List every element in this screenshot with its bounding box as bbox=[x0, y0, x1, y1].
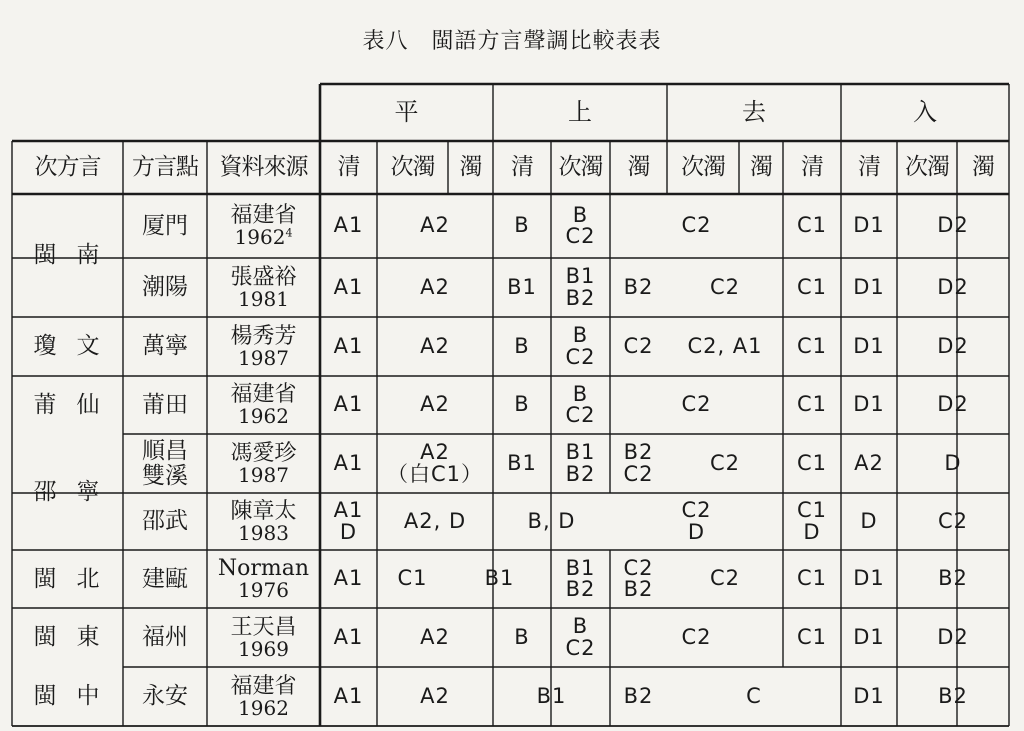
shang-cizhuo-value: C2 bbox=[565, 344, 596, 369]
source-name: 楊秀芳 bbox=[230, 323, 297, 349]
shang-value: B1 bbox=[536, 683, 567, 708]
ru-qing-value: D1 bbox=[853, 624, 885, 649]
locality-name bbox=[123, 434, 207, 493]
ru-zhuo-value: D2 bbox=[937, 392, 969, 417]
qu-cizhuo-value: C2, A1 bbox=[687, 333, 763, 358]
qu-cizhuo-value: C2 bbox=[681, 624, 712, 649]
source-cell bbox=[207, 434, 320, 493]
ru-qing bbox=[841, 317, 897, 376]
shang-zhuo-value: B2 bbox=[623, 274, 654, 299]
group-puxian bbox=[12, 376, 123, 434]
ru-zhuo bbox=[897, 258, 1009, 317]
qu-qing bbox=[783, 258, 841, 317]
ping-cizhuo-value: A2 bbox=[420, 392, 450, 417]
header-ping-qing bbox=[320, 141, 377, 194]
ping-qing-value: A1 bbox=[333, 498, 364, 523]
shang-qing bbox=[493, 608, 551, 667]
ru-zhuo bbox=[897, 493, 1009, 550]
shang-qing-value: B bbox=[514, 213, 530, 238]
tone-header-ru bbox=[841, 84, 1009, 141]
shang-qing bbox=[493, 258, 551, 317]
qu-cizhuo bbox=[667, 434, 783, 493]
ping-zhuo-value: B1 bbox=[484, 566, 515, 591]
header-ru-cizhuo bbox=[897, 141, 957, 194]
ru-qing-value: D1 bbox=[853, 392, 885, 417]
header-ping-zhuo-text: 濁 bbox=[459, 154, 482, 181]
source-name: Norman bbox=[217, 556, 310, 581]
header-shang-qing bbox=[493, 141, 551, 194]
tone-header-ping-text: 平 bbox=[394, 97, 419, 126]
qu-cizhuo bbox=[610, 493, 783, 550]
shang-cizhuo bbox=[551, 258, 610, 317]
qu-cizhuo bbox=[667, 258, 783, 317]
locality-name-text: 邵武 bbox=[142, 508, 188, 535]
header-shang-cizhuo bbox=[551, 141, 610, 194]
source-year: 1962 bbox=[238, 695, 289, 720]
source-cell bbox=[207, 550, 320, 608]
qu-qing bbox=[783, 493, 841, 550]
ping-cizhuo-value: A2 bbox=[420, 213, 450, 238]
qu-qing-value: C1 bbox=[796, 213, 828, 238]
source-cell bbox=[207, 493, 320, 550]
ping-cizhuo bbox=[377, 317, 493, 376]
group-puxian-text: 莆仙 bbox=[33, 391, 120, 418]
source-cell bbox=[207, 194, 320, 258]
header-shang-zhuo bbox=[610, 141, 667, 194]
qu-qing-value: C1 bbox=[796, 274, 828, 299]
header-ping-qing-text: 清 bbox=[337, 154, 360, 181]
header-shang-qing-text: 清 bbox=[511, 154, 533, 181]
locality-name bbox=[123, 493, 207, 550]
ping-qing-value: A1 bbox=[333, 450, 364, 475]
qu-cizhuo bbox=[610, 376, 783, 434]
locality-name bbox=[123, 550, 207, 608]
header-ru-cizhuo-text: 次濁 bbox=[905, 154, 949, 181]
ping-cizhuo-value: A2 bbox=[420, 274, 450, 299]
shang-cizhuo-value: B2 bbox=[565, 577, 596, 601]
ping-cizhuo bbox=[377, 608, 493, 667]
ru-zhuo bbox=[897, 608, 1009, 667]
ping-qing bbox=[320, 493, 377, 550]
ping-qing bbox=[320, 550, 377, 608]
shang-qing-value: B1 bbox=[507, 274, 537, 299]
group-qiongwen-text: 瓊文 bbox=[33, 333, 120, 360]
source-year: 1962 bbox=[238, 404, 289, 428]
header-ping-cizhuo-text: 次濁 bbox=[390, 154, 435, 181]
ping-qing-value: A1 bbox=[333, 213, 364, 238]
source-name: 王天昌 bbox=[230, 614, 297, 640]
qu-cizhuo-value: C2 bbox=[681, 498, 712, 523]
ru-zhuo bbox=[897, 667, 1009, 726]
locality-name-text: 莆田 bbox=[142, 391, 188, 418]
group-minzhong-text: 閩中 bbox=[33, 683, 120, 710]
ping-cizhuo bbox=[377, 493, 493, 550]
ping-cizhuo bbox=[377, 434, 493, 493]
shang-cizhuo-value: B1 bbox=[565, 555, 596, 580]
shang-qing-value: B bbox=[514, 333, 530, 358]
source-name: 福建省 bbox=[230, 673, 297, 699]
shang-zhuo-value: B2 bbox=[623, 440, 654, 465]
qu-value: C bbox=[746, 683, 762, 708]
source-cell bbox=[207, 317, 320, 376]
ru-zhuo bbox=[897, 194, 1009, 258]
qu-cizhuo-value: C2 bbox=[681, 213, 712, 238]
ping-cizhuo bbox=[377, 194, 493, 258]
source-name: 福建省 bbox=[230, 382, 297, 407]
source-year: 1976 bbox=[238, 578, 289, 602]
ru-qing-value: D1 bbox=[853, 333, 885, 358]
header-ping-cizhuo bbox=[377, 141, 448, 194]
ping-qing bbox=[320, 608, 377, 667]
locality-name-text: 潮陽 bbox=[142, 274, 188, 301]
header-locality-text: 方言點 bbox=[132, 154, 198, 181]
group-minbei bbox=[12, 550, 123, 608]
ru-qing bbox=[841, 667, 897, 726]
ping-qing-value: A1 bbox=[333, 566, 364, 591]
shang-qing bbox=[493, 376, 551, 434]
group-minnan bbox=[12, 194, 123, 317]
qu-qing bbox=[783, 608, 841, 667]
ping-cizhuo bbox=[377, 550, 448, 608]
shang-cizhuo-value: B2 bbox=[565, 285, 596, 310]
shang-cizhuo-value: B1 bbox=[565, 440, 596, 465]
shang-zhuo-value: C2 bbox=[623, 461, 654, 486]
ru-zhuo bbox=[897, 317, 1009, 376]
tone-header-shang-text: 上 bbox=[568, 97, 592, 126]
qu-cizhuo-value: C2 bbox=[681, 392, 712, 417]
ru-qing bbox=[841, 493, 897, 550]
ru-zhuo-value: B2 bbox=[938, 566, 968, 591]
locality-name-text: 福州 bbox=[142, 624, 188, 651]
shang-cizhuo-value: C2 bbox=[565, 635, 596, 660]
shang-qing-value: B1 bbox=[507, 450, 537, 475]
qu-qing bbox=[783, 376, 841, 434]
qu-cizhuo bbox=[610, 608, 783, 667]
qu-cizhuo bbox=[610, 194, 783, 258]
shang-zhuo-value: C2 bbox=[623, 333, 654, 358]
ru-qing-value: D1 bbox=[853, 683, 885, 708]
source-cell bbox=[207, 376, 320, 434]
shang-cizhuo-value: B bbox=[572, 202, 589, 227]
qu-qing-value: C1 bbox=[796, 624, 828, 649]
ru-qing-value: A2 bbox=[854, 450, 884, 475]
source-year: 1987 bbox=[238, 345, 289, 370]
shang-zhuo bbox=[610, 317, 667, 376]
ru-zhuo bbox=[897, 550, 1009, 608]
shang-cizhuo bbox=[551, 608, 610, 667]
ru-qing bbox=[841, 258, 897, 317]
tone-header-ru-text: 入 bbox=[913, 97, 937, 126]
ping-qing bbox=[320, 376, 377, 434]
shang-zhuo bbox=[610, 667, 667, 726]
header-ru-qing bbox=[841, 141, 897, 194]
shang-zhuo-value: B2 bbox=[623, 577, 654, 601]
group-minbei-text: 閩北 bbox=[33, 565, 120, 592]
source-name: 張盛裕 bbox=[230, 264, 297, 290]
source-name: 福建省 bbox=[230, 203, 297, 228]
header-shang-cizhuo-text: 次濁 bbox=[558, 154, 603, 181]
ru-qing-value: D1 bbox=[853, 213, 885, 238]
ping-cizhuo-value: A2 bbox=[420, 624, 450, 649]
group-shaoning bbox=[12, 434, 123, 550]
source-cell bbox=[207, 608, 320, 667]
qu-qing-value: C1 bbox=[796, 498, 828, 523]
group-minzhong bbox=[12, 667, 123, 726]
shang-qing bbox=[493, 317, 551, 376]
qu-qing-value: C1 bbox=[796, 566, 828, 591]
ping-cizhuo bbox=[377, 667, 493, 726]
shang-cizhuo bbox=[551, 550, 610, 608]
source-year: 1962$^4$ bbox=[234, 225, 293, 249]
shang-qing-value: B bbox=[514, 392, 530, 417]
qu-qing-value: D bbox=[803, 519, 821, 544]
shang-qing bbox=[493, 194, 551, 258]
ping-zhuo bbox=[448, 550, 551, 608]
ru-zhuo-value: D2 bbox=[937, 213, 969, 238]
ping-cizhuo bbox=[377, 258, 493, 317]
header-qu-cizhuo-text: 次濁 bbox=[681, 154, 725, 181]
ru-qing bbox=[841, 194, 897, 258]
ping-cizhuo-value: A2 bbox=[420, 333, 450, 358]
shang-zhuo bbox=[610, 258, 667, 317]
ru-zhuo-value: C2 bbox=[937, 508, 969, 533]
header-ru-zhuo-text: 濁 bbox=[972, 154, 994, 181]
header-source bbox=[207, 141, 320, 194]
ping-qing bbox=[320, 667, 377, 726]
group-minnan-text: 閩南 bbox=[33, 242, 120, 269]
tone-header-qu bbox=[667, 84, 841, 141]
source-name: 馮愛珍 bbox=[230, 440, 297, 466]
header-subdialect-text: 次方言 bbox=[34, 154, 101, 181]
locality-name bbox=[123, 376, 207, 434]
shang-zhuo-value: C2 bbox=[623, 555, 654, 580]
source-year: 1981 bbox=[238, 286, 289, 311]
ping-cizhuo-value: A2, D bbox=[403, 508, 467, 533]
ping-cizhuo-value: （白C1） bbox=[386, 461, 484, 486]
ru-qing-value: D bbox=[860, 508, 878, 533]
shang-cizhuo-value: B bbox=[572, 323, 589, 348]
ru-zhuo bbox=[897, 376, 1009, 434]
locality-name-text: 建甌 bbox=[142, 565, 188, 592]
ping-qing-value: A1 bbox=[333, 274, 364, 299]
ping-cizhuo-value: A2 bbox=[420, 440, 450, 465]
ping-cizhuo-value: C1 bbox=[397, 566, 428, 591]
ping-qing bbox=[320, 434, 377, 493]
locality-name-text: 萬寧 bbox=[142, 333, 188, 360]
qu-qing-value: C1 bbox=[796, 392, 828, 417]
qu-qing bbox=[783, 550, 841, 608]
shang-zhuo bbox=[610, 434, 667, 493]
shang-cizhuo bbox=[551, 317, 610, 376]
shang-cizhuo-value: B bbox=[572, 614, 589, 639]
locality-name bbox=[123, 667, 207, 726]
header-qu-zhuo bbox=[739, 141, 783, 194]
qu-cizhuo bbox=[667, 317, 783, 376]
ru-zhuo-value: D2 bbox=[937, 333, 969, 358]
header-ru-zhuo bbox=[957, 141, 1009, 194]
source-year: 1983 bbox=[238, 520, 289, 545]
ping-qing bbox=[320, 258, 377, 317]
header-qu-cizhuo bbox=[667, 141, 739, 194]
group-mindong bbox=[12, 608, 123, 667]
locality-name bbox=[123, 194, 207, 258]
ru-qing bbox=[841, 434, 897, 493]
header-qu-zhuo-text: 濁 bbox=[750, 154, 772, 181]
shang-cizhuo bbox=[551, 434, 610, 493]
group-shaoning-text: 邵寧 bbox=[33, 478, 120, 505]
ru-qing bbox=[841, 376, 897, 434]
header-qu-qing-text: 清 bbox=[801, 154, 823, 181]
locality-name-text: 厦門 bbox=[142, 212, 188, 239]
shang-qing-value: B bbox=[514, 624, 530, 649]
source-name: 陳章太 bbox=[230, 498, 297, 524]
tone-header-qu-text: 去 bbox=[742, 97, 766, 126]
shang-cizhuo bbox=[551, 194, 610, 258]
shang-cizhuo-value: C2 bbox=[565, 403, 596, 427]
qu-cizhuo-value: C2 bbox=[709, 566, 741, 591]
source-cell bbox=[207, 667, 320, 726]
ru-zhuo-value: D2 bbox=[937, 624, 969, 649]
footnote-marker: 4 bbox=[285, 226, 293, 240]
shang-cizhuo-value: B2 bbox=[565, 461, 596, 486]
ru-zhuo-value: D2 bbox=[937, 274, 969, 299]
qu-qing bbox=[783, 434, 841, 493]
header-locality bbox=[123, 141, 207, 194]
ping-qing-value: A1 bbox=[333, 683, 364, 708]
locality-name bbox=[123, 608, 207, 667]
locality-name-1: 順昌 bbox=[142, 438, 188, 465]
shang-cizhuo-value: B1 bbox=[565, 264, 596, 289]
locality-name bbox=[123, 317, 207, 376]
qu-cizhuo-value: C2 bbox=[709, 274, 741, 299]
shang-qing bbox=[493, 434, 551, 493]
page-title: 表八 閩語方言聲調比較表表 bbox=[362, 29, 662, 54]
source-year: 1987 bbox=[238, 462, 289, 487]
qu-qing bbox=[783, 194, 841, 258]
shang-zhuo bbox=[610, 550, 667, 608]
group-qiongwen bbox=[12, 317, 123, 376]
header-ru-qing-text: 清 bbox=[858, 154, 880, 181]
ping-qing-value: A1 bbox=[333, 333, 364, 358]
locality-name bbox=[123, 258, 207, 317]
qu-qing-value: C1 bbox=[796, 333, 828, 358]
qu-cizhuo-value: D bbox=[687, 519, 706, 544]
shang-value: B, D bbox=[527, 508, 576, 533]
tone-comparison-table bbox=[12, 84, 1009, 726]
header-subdialect bbox=[12, 141, 123, 194]
ru-qing bbox=[841, 550, 897, 608]
ping-qing bbox=[320, 194, 377, 258]
ru-zhuo-value: D bbox=[944, 450, 962, 475]
ru-qing-value: D1 bbox=[853, 566, 885, 591]
ping-cizhuo-value: A2 bbox=[420, 683, 450, 708]
ru-zhuo-value: B2 bbox=[938, 683, 968, 708]
shang bbox=[493, 667, 610, 726]
qu bbox=[667, 667, 841, 726]
qu-cizhuo-value: C2 bbox=[709, 450, 741, 475]
header-source-text: 資料來源 bbox=[219, 154, 308, 181]
ru-qing-value: D1 bbox=[853, 274, 885, 299]
shang bbox=[493, 493, 610, 550]
source-year: 1969 bbox=[238, 636, 289, 661]
header-shang-zhuo-text: 濁 bbox=[627, 154, 650, 181]
tone-header-ping bbox=[320, 84, 493, 141]
ping-qing-value: A1 bbox=[333, 392, 364, 417]
shang-cizhuo bbox=[551, 376, 610, 434]
qu-qing-value: C1 bbox=[796, 450, 828, 475]
qu-cizhuo bbox=[667, 550, 783, 608]
group-mindong-text: 閩東 bbox=[33, 624, 120, 651]
shang-cizhuo-value: B bbox=[572, 381, 589, 406]
header-ping-zhuo bbox=[448, 141, 493, 194]
ru-qing bbox=[841, 608, 897, 667]
qu-qing bbox=[783, 317, 841, 376]
locality-name-text: 永安 bbox=[142, 683, 188, 710]
shang-zhuo-value: B2 bbox=[623, 683, 654, 708]
shang-cizhuo-value: C2 bbox=[565, 224, 596, 248]
ping-cizhuo bbox=[377, 376, 493, 434]
ping-qing-value: D bbox=[339, 519, 358, 544]
ping-qing bbox=[320, 317, 377, 376]
tone-header-shang bbox=[493, 84, 667, 141]
ping-qing-value: A1 bbox=[333, 624, 364, 649]
ru-zhuo bbox=[897, 434, 1009, 493]
source-cell bbox=[207, 258, 320, 317]
locality-name-2: 雙溪 bbox=[142, 462, 188, 489]
header-qu-qing bbox=[783, 141, 841, 194]
